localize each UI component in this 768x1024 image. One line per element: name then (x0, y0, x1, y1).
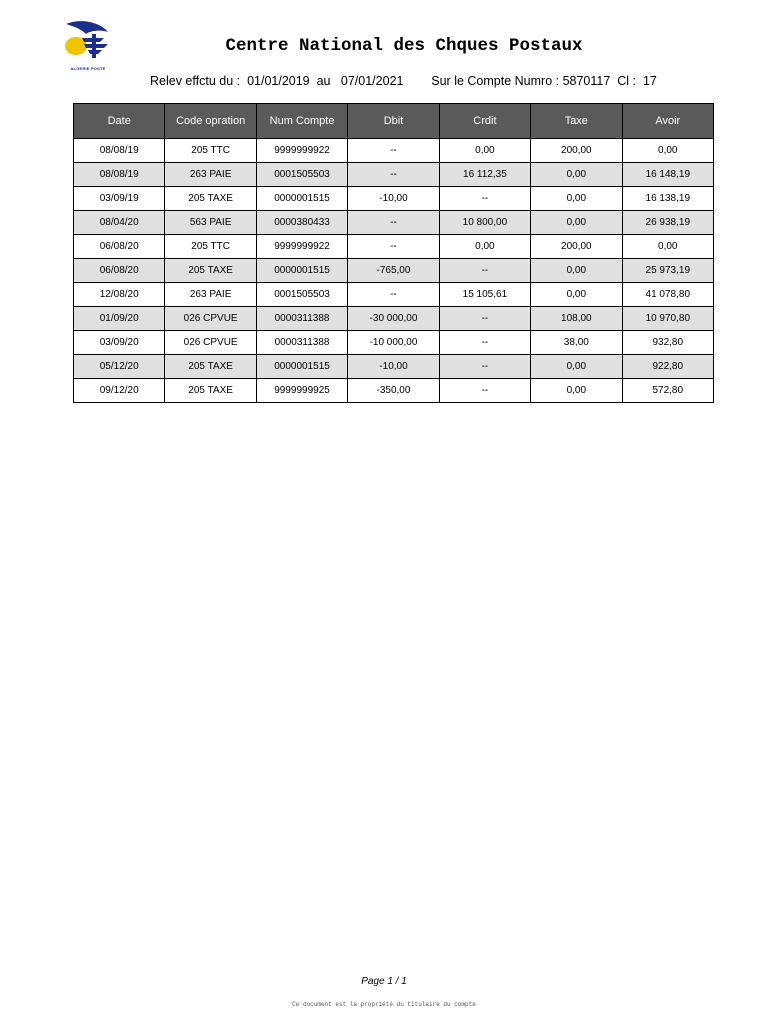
cell-date: 08/04/20 (74, 211, 165, 235)
cell-account: 0000001515 (256, 259, 347, 283)
cell-account: 9999999922 (256, 235, 347, 259)
cell-avoir: 41 078,80 (622, 283, 713, 307)
cell-code: 563 PAIE (165, 211, 256, 235)
cell-debit: -- (348, 211, 439, 235)
table-row (74, 307, 714, 331)
cell-code: 205 TAXE (165, 379, 256, 403)
cell-taxe: 0,00 (531, 283, 622, 307)
cell-code: 205 TTC (165, 139, 256, 163)
cell-date: 01/09/20 (74, 307, 165, 331)
cell-avoir: 16 138,19 (622, 187, 713, 211)
algerie-poste-logo (62, 20, 114, 72)
cell-debit: -- (348, 235, 439, 259)
cell-debit: -- (348, 163, 439, 187)
col-date: Date (74, 104, 165, 139)
page-title: Centre National des Chques Postaux (225, 36, 583, 56)
cell-code: 205 TAXE (165, 187, 256, 211)
cell-code: 205 TTC (165, 235, 256, 259)
table-row (74, 283, 714, 307)
cell-credit: 10 800,00 (439, 211, 530, 235)
cell-account: 0000001515 (256, 187, 347, 211)
cell-account: 0000001515 (256, 355, 347, 379)
page-number: Page 1 / 1 (361, 976, 407, 987)
cell-code: 026 CPVUE (165, 331, 256, 355)
table-row (74, 331, 714, 355)
table-row (74, 163, 714, 187)
cle-label: Cl : (617, 74, 637, 88)
cell-account: 9999999925 (256, 379, 347, 403)
table-row (74, 235, 714, 259)
cell-account: 9999999922 (256, 139, 347, 163)
cell-debit: -- (348, 139, 439, 163)
cell-avoir: 0,00 (622, 235, 713, 259)
cell-credit: 15 105,61 (439, 283, 530, 307)
cell-code: 026 CPVUE (165, 307, 256, 331)
cell-account: 0000311388 (256, 331, 347, 355)
cell-taxe: 0,00 (531, 379, 622, 403)
cell-account: 0000380433 (256, 211, 347, 235)
cell-date: 06/08/20 (74, 235, 165, 259)
statement-period (150, 74, 657, 88)
cell-taxe: 200,00 (531, 235, 622, 259)
cell-taxe: 108,00 (531, 307, 622, 331)
account-number: 5870117 (562, 74, 611, 88)
cell-date: 05/12/20 (74, 355, 165, 379)
cell-avoir: 16 148,19 (622, 163, 713, 187)
au-label: au (316, 74, 331, 88)
col-credit: Crdit (439, 104, 530, 139)
table-row (74, 187, 714, 211)
cell-taxe: 0,00 (531, 163, 622, 187)
cell-debit: -10,00 (348, 187, 439, 211)
date-from: 01/01/2019 (247, 74, 310, 88)
cell-taxe: 0,00 (531, 187, 622, 211)
cell-credit: -- (439, 331, 530, 355)
cell-taxe: 0,00 (531, 355, 622, 379)
cell-avoir: 25 973,19 (622, 259, 713, 283)
cell-code: 205 TAXE (165, 355, 256, 379)
table-row (74, 355, 714, 379)
cell-taxe: 200,00 (531, 139, 622, 163)
cell-code: 263 PAIE (165, 283, 256, 307)
col-taxe: Taxe (531, 104, 622, 139)
cell-account: 0001505503 (256, 283, 347, 307)
col-debit: Dbit (348, 104, 439, 139)
table-row (74, 259, 714, 283)
col-avoir: Avoir (622, 104, 713, 139)
table-header-row (74, 104, 714, 139)
cell-credit: 16 112,35 (439, 163, 530, 187)
cell-credit: 0,00 (439, 139, 530, 163)
cell-date: 08/08/19 (74, 163, 165, 187)
table-row (74, 379, 714, 403)
cell-credit: -- (439, 187, 530, 211)
date-to: 07/01/2021 (340, 74, 404, 88)
cell-debit: -10 000,00 (348, 331, 439, 355)
col-num-compte: Num Compte (256, 104, 347, 139)
cell-avoir: 932,80 (622, 331, 713, 355)
cell-taxe: 38,00 (531, 331, 622, 355)
period-label: Relev effctu du : (150, 74, 241, 88)
cell-avoir: 922,80 (622, 355, 713, 379)
cell-date: 09/12/20 (74, 379, 165, 403)
cell-debit: -765,00 (348, 259, 439, 283)
cell-date: 08/08/19 (74, 139, 165, 163)
table-row (74, 211, 714, 235)
cell-avoir: 10 970,80 (622, 307, 713, 331)
logo-caption: ALGERIE POSTE (70, 66, 106, 71)
cell-account: 0001505503 (256, 163, 347, 187)
cell-avoir: 26 938,19 (622, 211, 713, 235)
col-code-operation: Code opration (165, 104, 256, 139)
cell-date: 03/09/19 (74, 187, 165, 211)
account-label: Sur le Compte Numro : (431, 74, 560, 88)
cell-credit: -- (439, 307, 530, 331)
cell-credit: 0,00 (439, 235, 530, 259)
cell-credit: -- (439, 379, 530, 403)
cell-debit: -350,00 (348, 379, 439, 403)
footer-note: Ce document est la propriété du titulaire du compte (292, 1001, 476, 1008)
table-row (74, 139, 714, 163)
cell-code: 263 PAIE (165, 163, 256, 187)
cell-taxe: 0,00 (531, 259, 622, 283)
cell-account: 0000311388 (256, 307, 347, 331)
cell-date: 06/08/20 (74, 259, 165, 283)
cle-value: 17 (642, 74, 657, 88)
cell-date: 12/08/20 (74, 283, 165, 307)
cell-debit: -- (348, 283, 439, 307)
cell-avoir: 572,80 (622, 379, 713, 403)
cell-credit: -- (439, 355, 530, 379)
cell-taxe: 0,00 (531, 211, 622, 235)
cell-debit: -10,00 (348, 355, 439, 379)
cell-code: 205 TAXE (165, 259, 256, 283)
cell-avoir: 0,00 (622, 139, 713, 163)
transactions-table (73, 103, 714, 403)
cell-date: 03/09/20 (74, 331, 165, 355)
cell-credit: -- (439, 259, 530, 283)
cell-debit: -30 000,00 (348, 307, 439, 331)
